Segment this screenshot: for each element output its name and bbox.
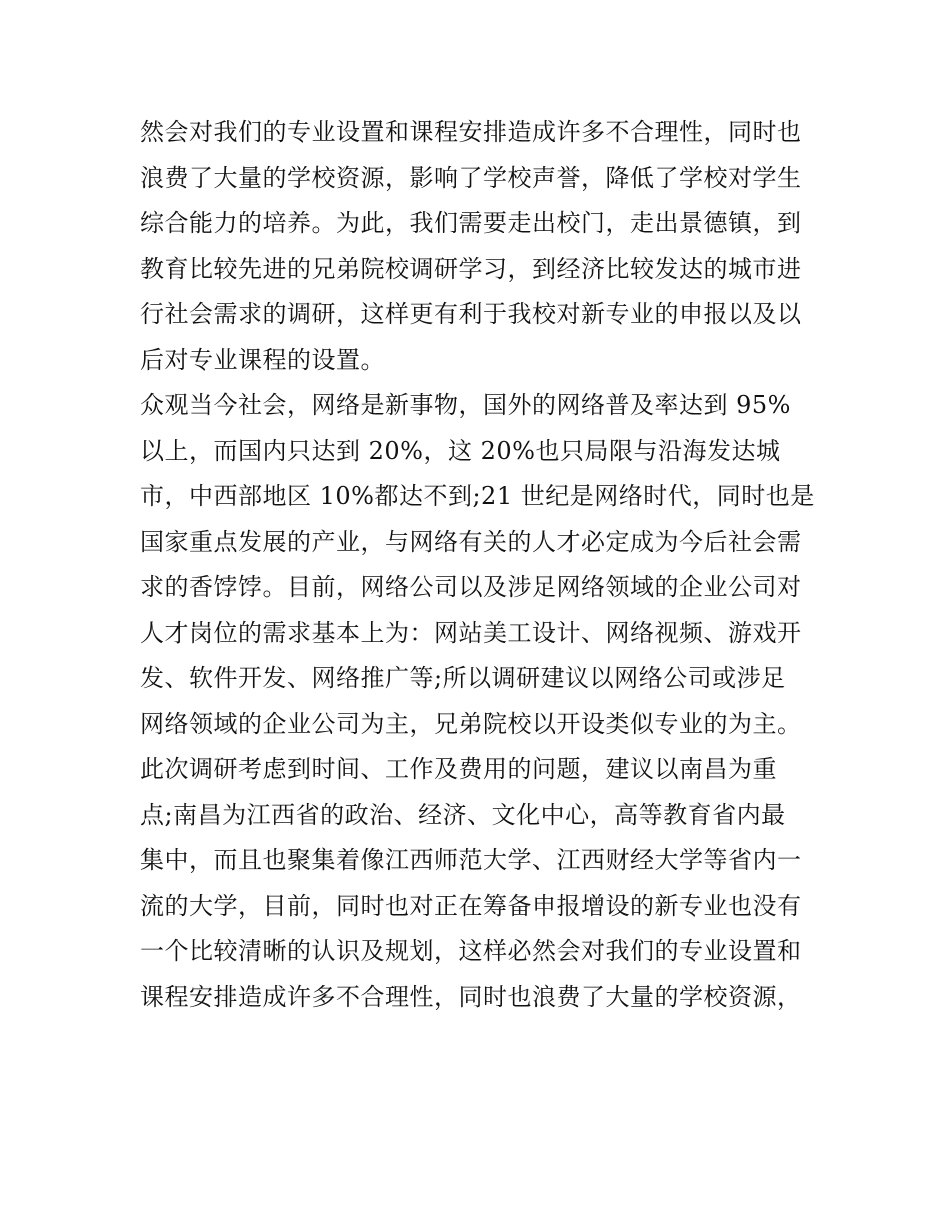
text-line: 网络领域的企业公司为主，兄弟院校以开设类似专业的为主。 (140, 709, 802, 738)
text-line: 求的香饽饽。目前，网络公司以及涉足网络领域的企业公司对 (140, 573, 802, 601)
text-line: 然会对我们的专业设置和课程安排造成许多不合理性，同时也 (140, 118, 802, 146)
text-line: 浪费了大量的学校资源，影响了学校声誉，降低了学校对学生 (140, 163, 802, 192)
text-line: 以上，而国内只达到 20%，这 20%也只局限与沿海发达城 (140, 436, 781, 465)
body-text (140, 110, 830, 1020)
text-line: 综合能力的培养。为此，我们需要走出校门，走出景德镇，到 (140, 209, 802, 237)
text-line: 此次调研考虑到时间、工作及费用的问题，建议以南昌为重 (140, 755, 777, 783)
text-line: 人才岗位的需求基本上为：网站美工设计、网络视频、游戏开 (140, 618, 802, 647)
text-line: 发、软件开发、网络推广等;所以调研建议以网络公司或涉足 (140, 664, 786, 692)
text-line: 点;南昌为江西省的政治、经济、文化中心，高等教育省内最 (140, 800, 786, 829)
text-line: 课程安排造成许多不合理性，同时也浪费了大量的学校资源， (140, 982, 802, 1011)
text-line: 一个比较清晰的认识及规划，这样必然会对我们的专业设置和 (140, 937, 802, 965)
text-line: 众观当今社会，网络是新事物，国外的网络普及率达到 95% (140, 391, 791, 419)
text-line: 行社会需求的调研，这样更有利于我校对新专业的申报以及以 (140, 300, 802, 328)
text-line: 市，中西部地区 10%都达不到;21 世纪是网络时代，同时也是 (140, 482, 815, 510)
text-line: 流的大学，目前，同时也对正在筹备申报增设的新专业也没有 (140, 891, 802, 920)
text-line: 国家重点发展的产业，与网络有关的人才必定成为今后社会需 (140, 527, 802, 556)
text-line: 集中，而且也聚集着像江西师范大学、江西财经大学等省内一 (140, 846, 802, 874)
text-line: 后对专业课程的设置。 (140, 345, 385, 374)
text-line: 教育比较先进的兄弟院校调研学习，到经济比较发达的城市进 (140, 254, 802, 283)
